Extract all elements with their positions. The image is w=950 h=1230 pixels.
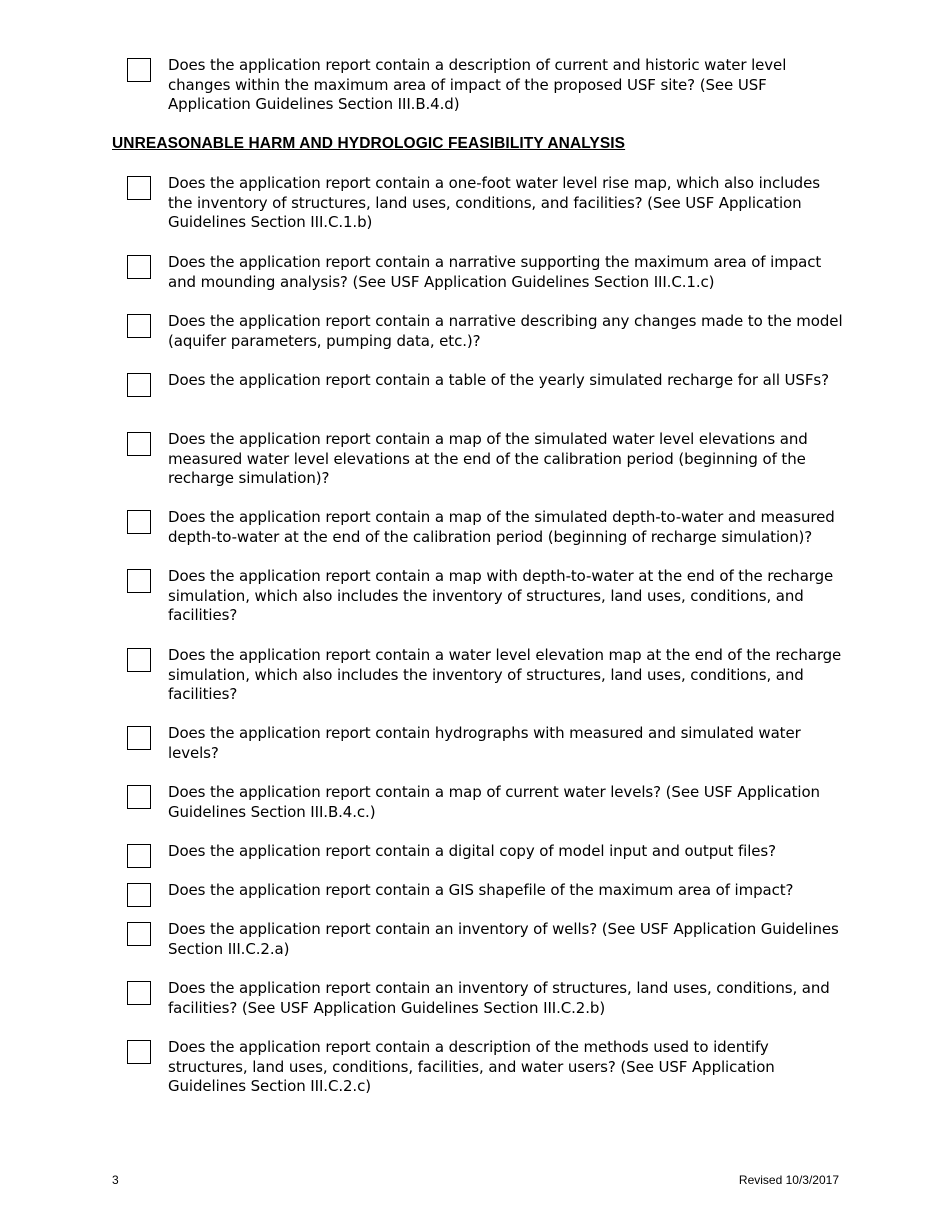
- question-text: Does the application report contain hydrographs with measured and simulated water levels?: [168, 724, 801, 762]
- checkbox[interactable]: [127, 648, 151, 672]
- question-text: Does the application report contain a GIS shapefile of the maximum area of impact?: [168, 881, 794, 899]
- checkbox[interactable]: [127, 432, 151, 456]
- question-text: Does the application report contain a table of the yearly simulated recharge for all USFs?: [168, 371, 829, 389]
- question-text: Does the application report contain a digital copy of model input and output files?: [168, 842, 777, 860]
- question-text: Does the application report contain a description of the methods used to identify structures, land uses, conditions, facilities, and water users? (See USF Application Guidelines Section III.C.2.c): [168, 1038, 775, 1096]
- checkbox[interactable]: [127, 726, 151, 750]
- checkbox[interactable]: [127, 373, 151, 397]
- question-text: Does the application report contain a narrative supporting the maximum area of impact and mounding analysis? (See USF Application Guidelines Section III.C.1.c): [168, 253, 822, 291]
- question-text: Does the application report contain a description of current and historic water level changes within the maximum area of impact of the proposed USF site? (See USF Application Guidelines Section III.B.4.d): [168, 56, 787, 114]
- question-text: Does the application report contain a map of the simulated water level elevations and measured water level elevations at the end of the calibration period (beginning of the recharge simulation)?: [168, 430, 808, 488]
- checkbox[interactable]: [127, 176, 151, 200]
- checkbox[interactable]: [127, 922, 151, 946]
- checkbox[interactable]: [127, 510, 151, 534]
- checkbox[interactable]: [127, 569, 151, 593]
- revision-date: Revised 10/3/2017: [738, 1173, 839, 1187]
- section-heading: UNREASONABLE HARM AND HYDROLOGIC FEASIBILITY ANALYSIS: [112, 135, 626, 152]
- checkbox[interactable]: [127, 314, 151, 338]
- checkbox[interactable]: [127, 981, 151, 1005]
- question-text: Does the application report contain an inventory of structures, land uses, conditions, and facilities? (See USF Application Guidelines Section III.C.2.b): [168, 979, 830, 1017]
- checkbox[interactable]: [127, 255, 151, 279]
- page-number: 3: [112, 1173, 119, 1187]
- checkbox[interactable]: [127, 58, 151, 82]
- question-text: Does the application report contain a map with depth-to-water at the end of the recharge simulation, which also includes the inventory of structures, land uses, conditions, and facilities?: [168, 567, 834, 625]
- question-text: Does the application report contain a map of the simulated depth-to-water and measured depth-to-water at the end of the calibration period (beginning of recharge simulation)?: [168, 508, 835, 546]
- question-text: Does the application report contain a water level elevation map at the end of the recharge simulation, which also includes the inventory of structures, land uses, conditions, and facilities?: [168, 646, 842, 704]
- question-text: Does the application report contain a map of current water levels? (See USF Application Guidelines Section III.B.4.c.): [168, 783, 820, 821]
- checkbox[interactable]: [127, 883, 151, 907]
- question-text: Does the application report contain an inventory of wells? (See USF Application Guidelines Section III.C.2.a): [168, 920, 839, 958]
- checkbox[interactable]: [127, 785, 151, 809]
- checkbox[interactable]: [127, 844, 151, 868]
- question-text: Does the application report contain a one-foot water level rise map, which also includes the inventory of structures, land uses, conditions, and facilities? (See USF Application Guidelines Section III.C.1.b): [168, 174, 820, 232]
- checkbox[interactable]: [127, 1040, 151, 1064]
- question-text: Does the application report contain a narrative describing any changes made to the model (aquifer parameters, pumping data, etc.)?: [168, 312, 843, 350]
